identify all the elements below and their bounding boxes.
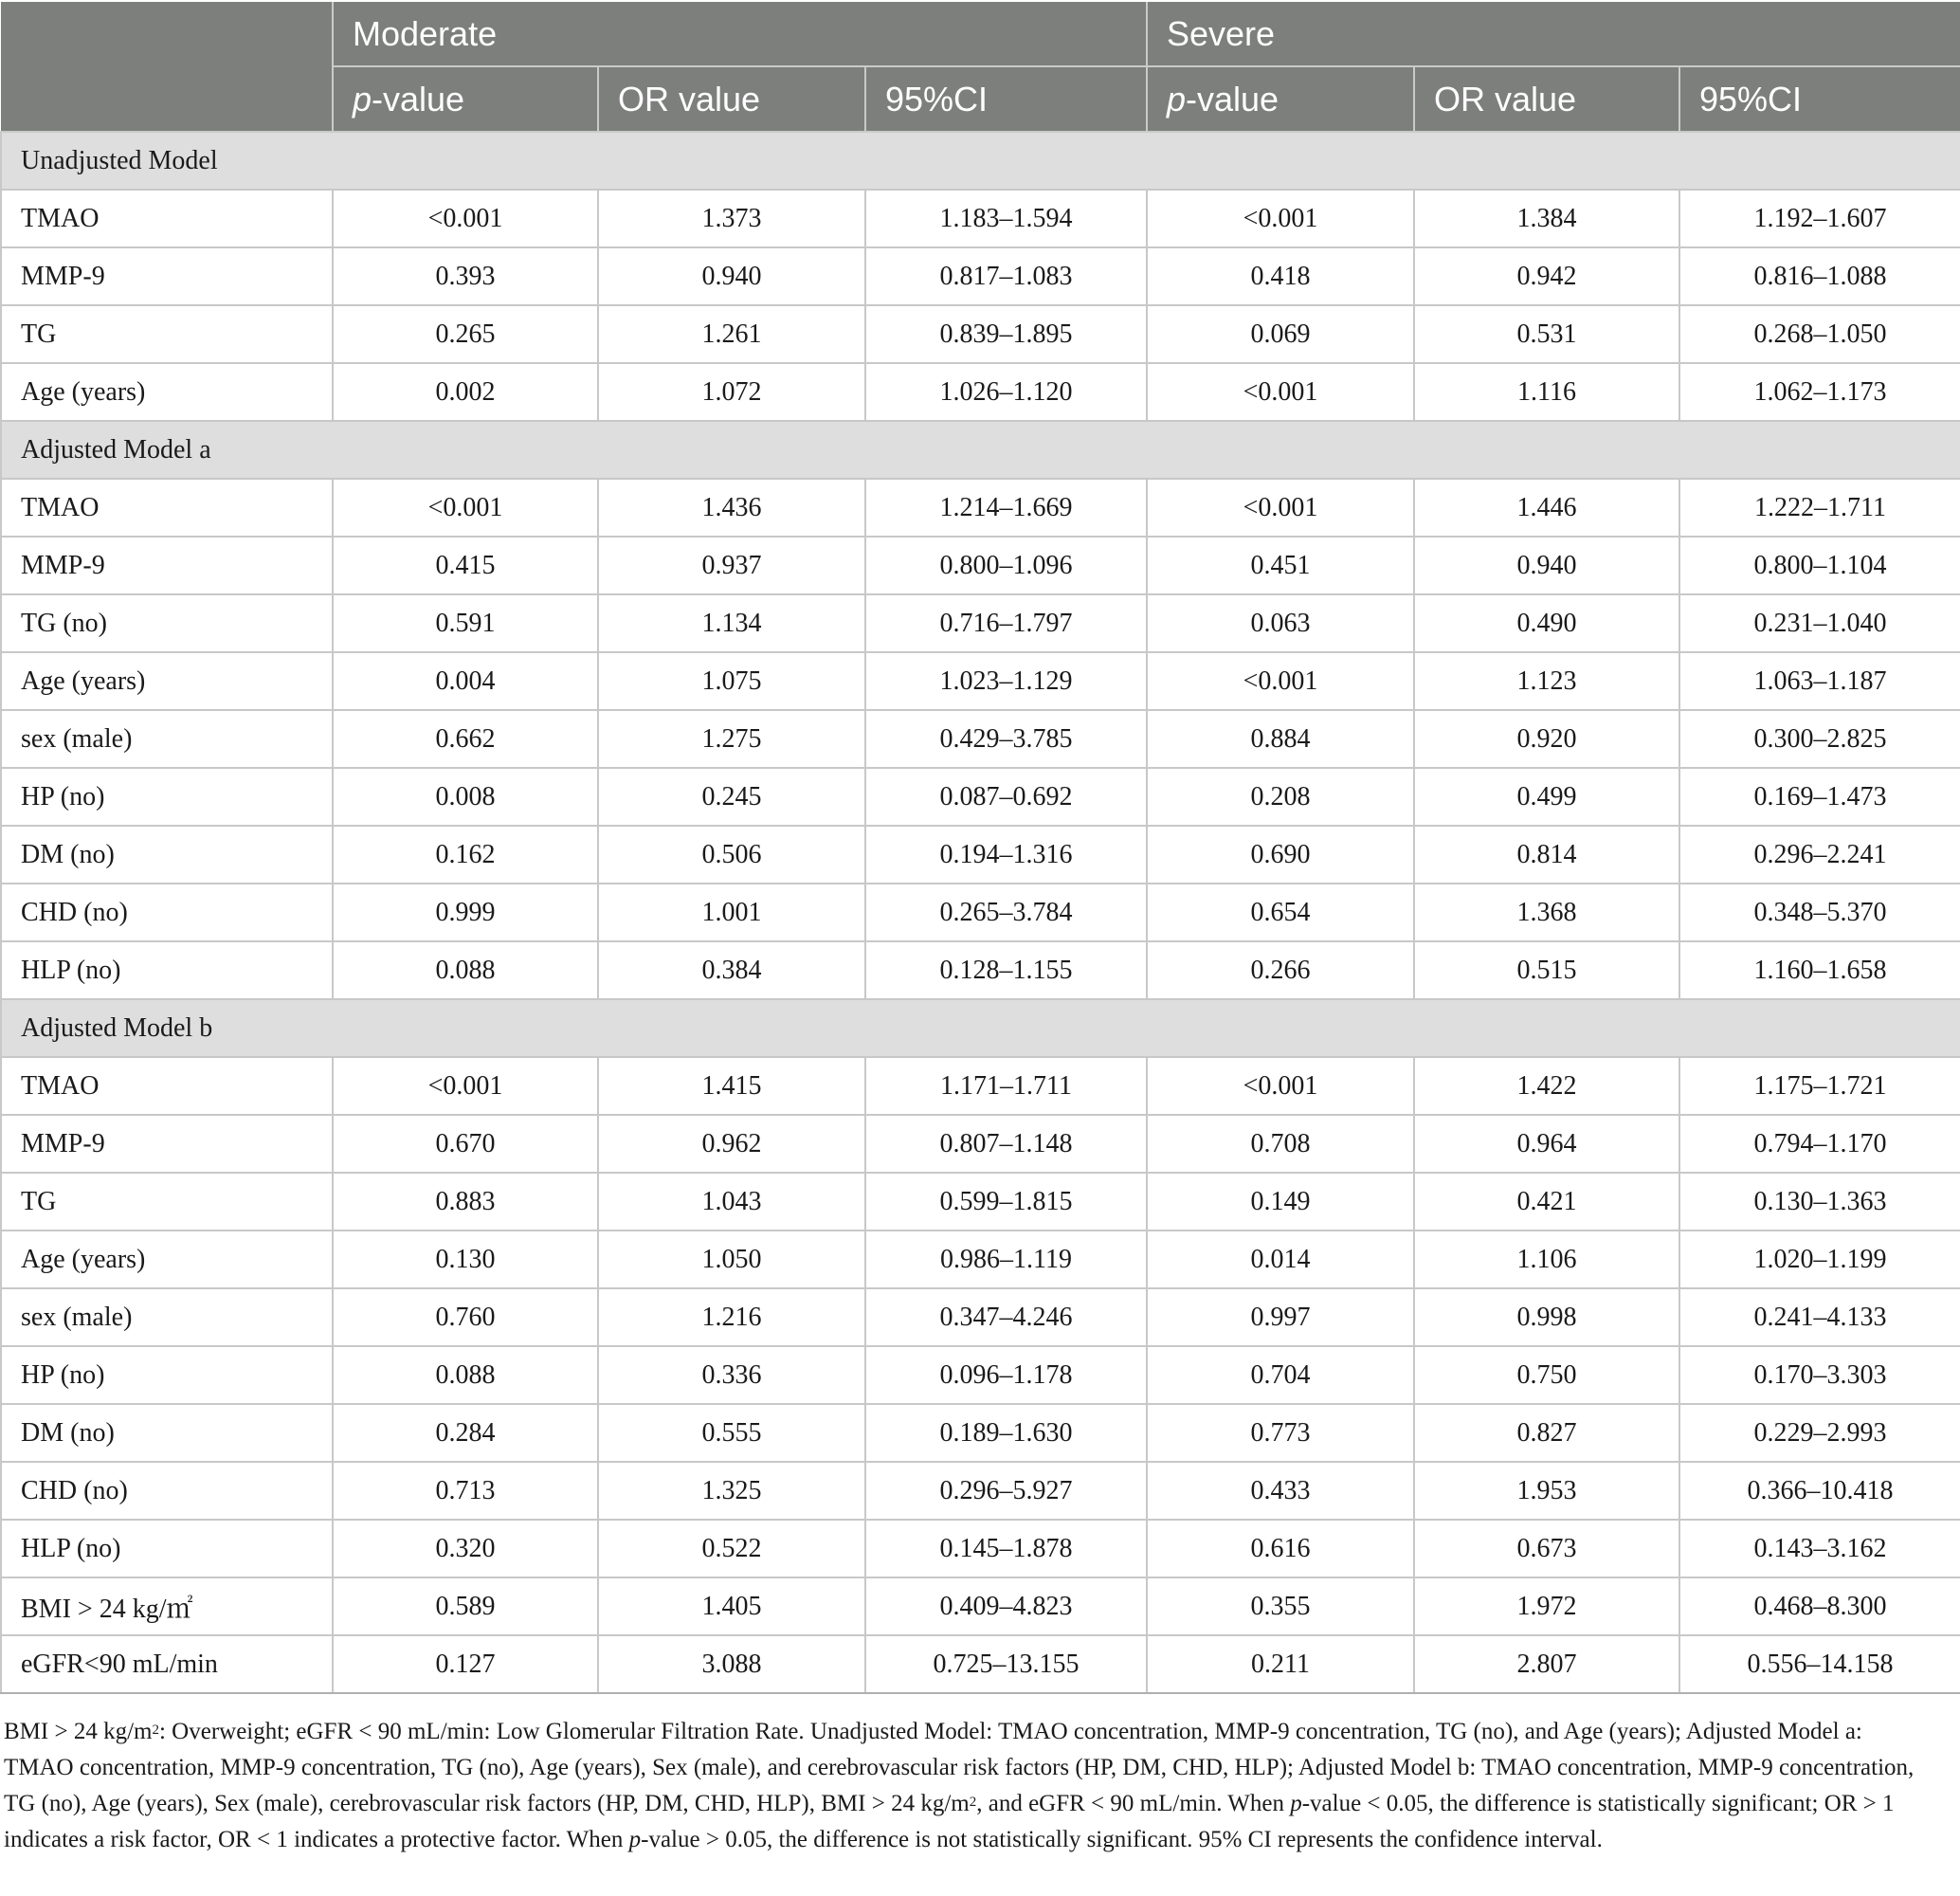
table-row [1, 768, 1960, 826]
table-header [1, 2, 1960, 132]
table-row [1, 537, 1960, 594]
cell-severe-ci: 0.130–1.363 [1679, 1173, 1960, 1231]
cell-severe-ci: 1.160–1.658 [1679, 941, 1960, 999]
table-row [1, 652, 1960, 710]
table-row [1, 941, 1960, 999]
cell-moderate-ci: 0.429–3.785 [865, 710, 1147, 768]
cell-variable: eGFR<90 mL/min [1, 1635, 333, 1693]
cell-variable: Age (years) [1, 363, 333, 421]
cell-moderate-ci: 1.183–1.594 [865, 190, 1147, 247]
cell-variable: TG [1, 305, 333, 363]
table-row [1, 247, 1960, 305]
footnote-superscript: 2 [152, 1723, 159, 1738]
footnote-text: : Overweight; eGFR < 90 mL/min: Low Glomerular Filtration Rate. Unadjusted Model: TMAO concentration, MMP-9 concentration, TG (no), and Age (years); Adjusted Model a: TMAO concentration, MMP-9 concentration, TG (no), Age (years), Sex (male), and cerebrovascular risk factors (HP, DM, CHD, HLP); Adjusted Model b: TMAO concentration, MMP-9 concentration, TG (no), Age (years), Sex (male), cerebrovascular risk factors (HP, DM, CHD, HLP), BMI > 24 kg/m [4, 1719, 1915, 1816]
cell-severe-or: 0.531 [1414, 305, 1679, 363]
cell-severe-ci: 1.063–1.187 [1679, 652, 1960, 710]
subheader-moderate-or: OR value [598, 66, 865, 132]
cell-severe-p: 0.451 [1147, 537, 1414, 594]
cell-severe-or: 0.964 [1414, 1115, 1679, 1173]
cell-moderate-or: 1.072 [598, 363, 865, 421]
cell-moderate-p: <0.001 [333, 1057, 598, 1115]
cell-severe-p: <0.001 [1147, 190, 1414, 247]
cell-moderate-ci: 0.807–1.148 [865, 1115, 1147, 1173]
cell-moderate-or: 1.436 [598, 479, 865, 537]
cell-variable: TMAO [1, 190, 333, 247]
cell-severe-or: 0.499 [1414, 768, 1679, 826]
cell-moderate-or: 3.088 [598, 1635, 865, 1693]
header-corner [1, 2, 333, 132]
cell-moderate-or: 1.216 [598, 1288, 865, 1346]
cell-severe-or: 0.814 [1414, 826, 1679, 884]
cell-moderate-or: 0.522 [598, 1520, 865, 1577]
subheader-severe-p [1147, 66, 1414, 132]
cell-moderate-p: 0.130 [333, 1231, 598, 1288]
cell-variable: DM (no) [1, 826, 333, 884]
cell-moderate-p: 0.284 [333, 1404, 598, 1462]
cell-moderate-p: 0.320 [333, 1520, 598, 1577]
cell-moderate-p: <0.001 [333, 190, 598, 247]
cell-severe-or: 1.384 [1414, 190, 1679, 247]
cell-severe-or: 0.673 [1414, 1520, 1679, 1577]
cell-moderate-ci: 0.265–3.784 [865, 884, 1147, 941]
cell-severe-or: 1.446 [1414, 479, 1679, 537]
cell-variable: CHD (no) [1, 884, 333, 941]
cell-severe-ci: 1.175–1.721 [1679, 1057, 1960, 1115]
cell-moderate-ci: 0.839–1.895 [865, 305, 1147, 363]
cell-severe-ci: 0.794–1.170 [1679, 1115, 1960, 1173]
cell-moderate-p: 0.127 [333, 1635, 598, 1693]
cell-severe-or: 0.998 [1414, 1288, 1679, 1346]
cell-moderate-or: 1.325 [598, 1462, 865, 1520]
cell-severe-p: 0.355 [1147, 1577, 1414, 1635]
p-suffix: -value [1186, 79, 1279, 118]
cell-moderate-p: 0.004 [333, 652, 598, 710]
cell-variable: TG (no) [1, 594, 333, 652]
cell-severe-ci: 0.468–8.300 [1679, 1577, 1960, 1635]
footnote-superscript: 2 [969, 1795, 977, 1810]
cell-moderate-or: 0.384 [598, 941, 865, 999]
cell-moderate-ci: 0.145–1.878 [865, 1520, 1147, 1577]
cell-severe-ci: 0.170–3.303 [1679, 1346, 1960, 1404]
cell-severe-p: 0.704 [1147, 1346, 1414, 1404]
cell-variable: HLP (no) [1, 1520, 333, 1577]
cell-severe-ci: 0.231–1.040 [1679, 594, 1960, 652]
cell-moderate-or: 0.937 [598, 537, 865, 594]
table-row [1, 1288, 1960, 1346]
cell-moderate-ci: 0.409–4.823 [865, 1577, 1147, 1635]
cell-moderate-or: 1.415 [598, 1057, 865, 1115]
cell-moderate-p: 0.713 [333, 1462, 598, 1520]
cell-severe-ci: 0.300–2.825 [1679, 710, 1960, 768]
cell-severe-p: 0.063 [1147, 594, 1414, 652]
table-row [1, 1462, 1960, 1520]
cell-moderate-p: 0.088 [333, 1346, 598, 1404]
cell-moderate-or: 0.336 [598, 1346, 865, 1404]
cell-moderate-p: 0.591 [333, 594, 598, 652]
cell-severe-ci: 0.816–1.088 [1679, 247, 1960, 305]
table-row [1, 1173, 1960, 1231]
cell-severe-ci: 0.169–1.473 [1679, 768, 1960, 826]
cell-severe-or: 1.106 [1414, 1231, 1679, 1288]
cell-moderate-or: 1.075 [598, 652, 865, 710]
cell-moderate-ci: 0.347–4.246 [865, 1288, 1147, 1346]
cell-variable: HLP (no) [1, 941, 333, 999]
cell-severe-p: 0.997 [1147, 1288, 1414, 1346]
cell-variable: TMAO [1, 479, 333, 537]
cell-severe-ci: 0.296–2.241 [1679, 826, 1960, 884]
cell-severe-p: 0.616 [1147, 1520, 1414, 1577]
cell-moderate-p: <0.001 [333, 479, 598, 537]
cell-severe-ci: 1.062–1.173 [1679, 363, 1960, 421]
cell-severe-or: 0.490 [1414, 594, 1679, 652]
cell-variable: sex (male) [1, 1288, 333, 1346]
cell-variable: Age (years) [1, 652, 333, 710]
cell-severe-p: 0.069 [1147, 305, 1414, 363]
cell-severe-p: 0.433 [1147, 1462, 1414, 1520]
cell-variable: sex (male) [1, 710, 333, 768]
cell-moderate-p: 0.999 [333, 884, 598, 941]
cell-moderate-ci: 1.026–1.120 [865, 363, 1147, 421]
cell-moderate-or: 1.275 [598, 710, 865, 768]
cell-moderate-p: 0.589 [333, 1577, 598, 1635]
cell-severe-or: 0.940 [1414, 537, 1679, 594]
table-row [1, 1231, 1960, 1288]
cell-severe-or: 2.807 [1414, 1635, 1679, 1693]
cell-severe-p: 0.884 [1147, 710, 1414, 768]
cell-moderate-ci: 0.800–1.096 [865, 537, 1147, 594]
cell-severe-or: 0.920 [1414, 710, 1679, 768]
section-header-row [1, 999, 1960, 1057]
cell-variable: MMP-9 [1, 537, 333, 594]
cell-severe-or: 0.827 [1414, 1404, 1679, 1462]
cell-moderate-ci: 0.128–1.155 [865, 941, 1147, 999]
cell-moderate-ci: 1.023–1.129 [865, 652, 1147, 710]
table-row [1, 1520, 1960, 1577]
cell-moderate-p: 0.008 [333, 768, 598, 826]
cell-severe-or: 0.942 [1414, 247, 1679, 305]
cell-variable: HP (no) [1, 768, 333, 826]
footnote-text: , and eGFR < 90 mL/min. When [976, 1791, 1291, 1816]
cell-moderate-or: 1.001 [598, 884, 865, 941]
table-row [1, 1577, 1960, 1635]
cell-variable: BMI > 24 kg/㎡ [1, 1577, 333, 1635]
cell-moderate-ci: 0.296–5.927 [865, 1462, 1147, 1520]
table-row [1, 1404, 1960, 1462]
cell-moderate-ci: 0.189–1.630 [865, 1404, 1147, 1462]
section-title: Adjusted Model a [1, 421, 1960, 479]
cell-moderate-ci: 0.986–1.119 [865, 1231, 1147, 1288]
cell-moderate-p: 0.670 [333, 1115, 598, 1173]
section-header-row [1, 132, 1960, 190]
cell-severe-p: 0.208 [1147, 768, 1414, 826]
subheader-severe-ci: 95%CI [1679, 66, 1960, 132]
cell-severe-or: 0.421 [1414, 1173, 1679, 1231]
cell-moderate-p: 0.662 [333, 710, 598, 768]
cell-variable: Age (years) [1, 1231, 333, 1288]
subheader-moderate-ci: 95%CI [865, 66, 1147, 132]
cell-severe-p: 0.418 [1147, 247, 1414, 305]
p-suffix: -value [372, 79, 465, 118]
section-title: Unadjusted Model [1, 132, 1960, 190]
cell-moderate-or: 0.506 [598, 826, 865, 884]
cell-variable: MMP-9 [1, 1115, 333, 1173]
cell-moderate-ci: 1.214–1.669 [865, 479, 1147, 537]
cell-severe-ci: 0.241–4.133 [1679, 1288, 1960, 1346]
footnote-text: -value > 0.05, the difference is not statistically significant. 95% CI represents the confidence interval. [641, 1827, 1603, 1852]
cell-severe-ci: 0.268–1.050 [1679, 305, 1960, 363]
cell-variable: TG [1, 1173, 333, 1231]
table-row [1, 594, 1960, 652]
cell-severe-or: 1.123 [1414, 652, 1679, 710]
table-row [1, 884, 1960, 941]
footnote-p-italic: p [628, 1827, 642, 1852]
table-row [1, 363, 1960, 421]
cell-moderate-or: 1.134 [598, 594, 865, 652]
cell-severe-p: 0.654 [1147, 884, 1414, 941]
cell-moderate-ci: 0.817–1.083 [865, 247, 1147, 305]
cell-severe-p: 0.211 [1147, 1635, 1414, 1693]
cell-severe-ci: 0.800–1.104 [1679, 537, 1960, 594]
cell-severe-p: <0.001 [1147, 363, 1414, 421]
cell-severe-ci: 0.348–5.370 [1679, 884, 1960, 941]
cell-moderate-p: 0.415 [333, 537, 598, 594]
cell-severe-p: <0.001 [1147, 1057, 1414, 1115]
cell-severe-ci: 0.556–14.158 [1679, 1635, 1960, 1693]
table-wrapper [0, 2, 1960, 1694]
footnote-p-italic: p [1290, 1791, 1302, 1816]
table-row [1, 190, 1960, 247]
subheader-severe-or: OR value [1414, 66, 1679, 132]
table-body [1, 132, 1960, 1693]
table-row [1, 479, 1960, 537]
cell-severe-p: 0.708 [1147, 1115, 1414, 1173]
cell-moderate-p: 0.002 [333, 363, 598, 421]
cell-severe-ci: 1.192–1.607 [1679, 190, 1960, 247]
cell-severe-ci: 0.143–3.162 [1679, 1520, 1960, 1577]
table-row [1, 1635, 1960, 1693]
cell-severe-p: <0.001 [1147, 479, 1414, 537]
table-row [1, 1346, 1960, 1404]
header-moderate: Moderate [333, 2, 1147, 66]
cell-severe-ci: 1.020–1.199 [1679, 1231, 1960, 1288]
cell-severe-or: 0.750 [1414, 1346, 1679, 1404]
cell-moderate-ci: 0.725–13.155 [865, 1635, 1147, 1693]
cell-severe-p: 0.690 [1147, 826, 1414, 884]
cell-moderate-or: 1.405 [598, 1577, 865, 1635]
section-header-row [1, 421, 1960, 479]
cell-severe-ci: 1.222–1.711 [1679, 479, 1960, 537]
cell-moderate-p: 0.393 [333, 247, 598, 305]
footnote-text: -value < 0.05, the difference is statistically significant; OR > 1 indicates a risk factor, OR < 1 indicates a protective factor. When [4, 1791, 1895, 1852]
cell-moderate-ci: 0.087–0.692 [865, 768, 1147, 826]
cell-moderate-ci: 0.096–1.178 [865, 1346, 1147, 1404]
cell-severe-or: 0.515 [1414, 941, 1679, 999]
p-italic: p [353, 79, 372, 118]
regression-table [0, 2, 1960, 1694]
cell-moderate-or: 0.555 [598, 1404, 865, 1462]
cell-severe-p: 0.773 [1147, 1404, 1414, 1462]
p-italic: p [1167, 79, 1187, 118]
header-severe: Severe [1147, 2, 1960, 66]
footnote-text: BMI > 24 kg/m [4, 1719, 153, 1744]
cell-severe-ci: 0.229–2.993 [1679, 1404, 1960, 1462]
cell-variable: DM (no) [1, 1404, 333, 1462]
table-row [1, 1115, 1960, 1173]
cell-severe-ci: 0.366–10.418 [1679, 1462, 1960, 1520]
cell-severe-or: 1.116 [1414, 363, 1679, 421]
cell-variable: MMP-9 [1, 247, 333, 305]
cell-severe-p: 0.149 [1147, 1173, 1414, 1231]
cell-moderate-p: 0.760 [333, 1288, 598, 1346]
cell-variable: TMAO [1, 1057, 333, 1115]
cell-moderate-p: 0.883 [333, 1173, 598, 1231]
cell-moderate-or: 0.940 [598, 247, 865, 305]
cell-variable: CHD (no) [1, 1462, 333, 1520]
cell-moderate-or: 1.050 [598, 1231, 865, 1288]
cell-moderate-ci: 0.599–1.815 [865, 1173, 1147, 1231]
cell-moderate-p: 0.265 [333, 305, 598, 363]
section-title: Adjusted Model b [1, 999, 1960, 1057]
cell-moderate-or: 0.245 [598, 768, 865, 826]
cell-severe-p: 0.014 [1147, 1231, 1414, 1288]
cell-severe-or: 1.953 [1414, 1462, 1679, 1520]
table-row [1, 710, 1960, 768]
cell-moderate-ci: 0.716–1.797 [865, 594, 1147, 652]
cell-variable: HP (no) [1, 1346, 333, 1404]
table-row [1, 305, 1960, 363]
cell-moderate-or: 1.373 [598, 190, 865, 247]
cell-severe-or: 1.368 [1414, 884, 1679, 941]
table-row [1, 826, 1960, 884]
cell-moderate-ci: 0.194–1.316 [865, 826, 1147, 884]
table-footnote [0, 1714, 1937, 1858]
subheader-moderate-p [333, 66, 598, 132]
cell-moderate-or: 1.043 [598, 1173, 865, 1231]
cell-severe-p: 0.266 [1147, 941, 1414, 999]
cell-severe-or: 1.422 [1414, 1057, 1679, 1115]
table-row [1, 1057, 1960, 1115]
cell-moderate-ci: 1.171–1.711 [865, 1057, 1147, 1115]
cell-moderate-p: 0.088 [333, 941, 598, 999]
cell-severe-p: <0.001 [1147, 652, 1414, 710]
cell-moderate-or: 1.261 [598, 305, 865, 363]
cell-moderate-p: 0.162 [333, 826, 598, 884]
cell-severe-or: 1.972 [1414, 1577, 1679, 1635]
cell-moderate-or: 0.962 [598, 1115, 865, 1173]
